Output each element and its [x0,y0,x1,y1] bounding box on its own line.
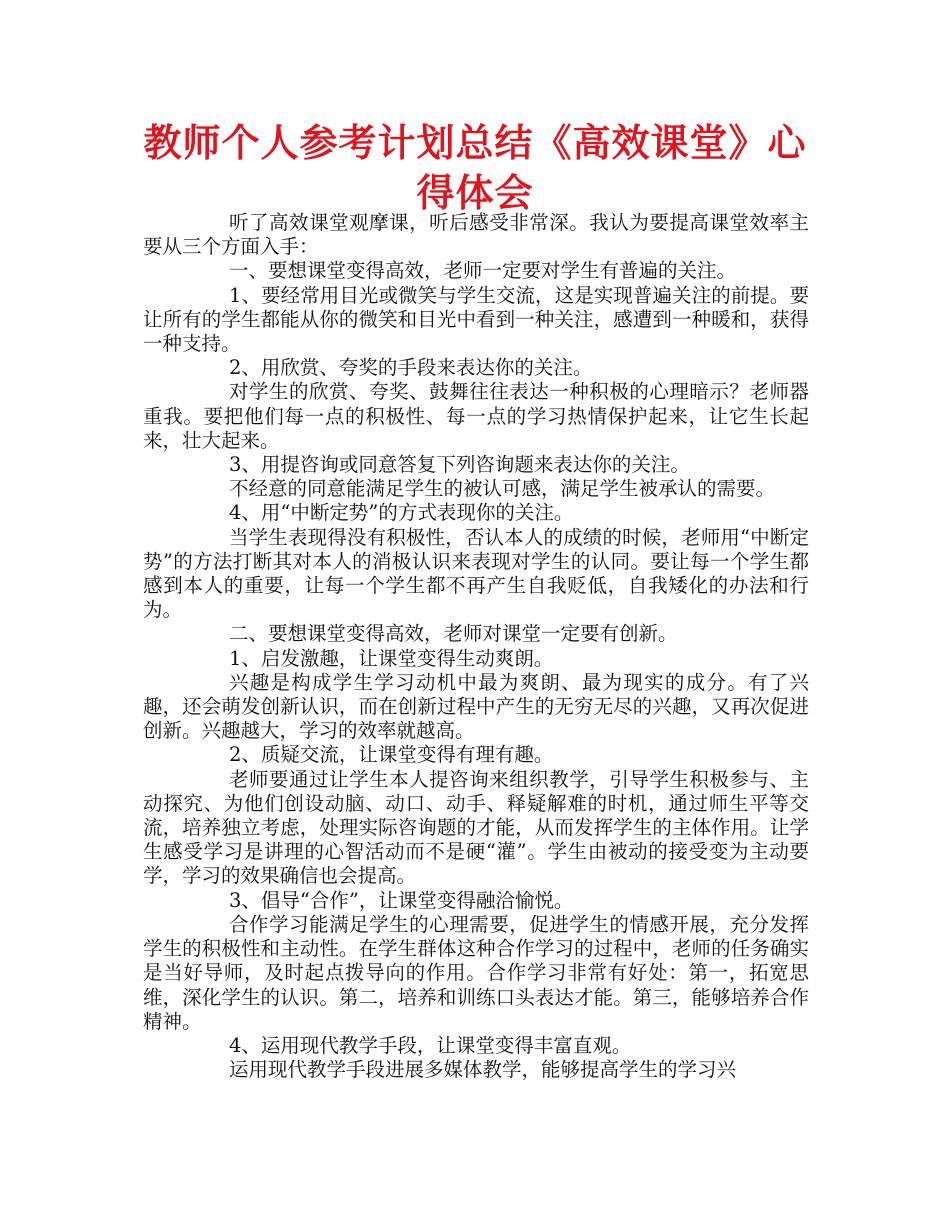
paragraph: 听了高效课堂观摩课，听后感受非常深。我认为要提高课堂效率主要从三个方面入手： [143,211,809,259]
subheading: 1、启发激趣，让课堂变得生动爽朗。 [229,646,554,670]
subheading: 2、用欣赏、夸奖的手段来表达你的关注。 [229,356,593,380]
section-heading: 二、要想课堂变得高效，老师对课堂一定要有创新。 [229,622,678,646]
paragraph: 当学生表现得没有积极性，否认本人的成绩的时候，老师用“中断定势”的方法打断其对本人的消极认识来表现对学生的认同。要让每一个学生都感到本人的重要，让每一个学生都不再产生自我贬低，自我矮化的办法和行为。 [143,525,809,622]
document-title: 教师个人参考计划总结《高效课堂》心得体会 [143,121,807,215]
subheading: 3、用提咨询或同意答复下列咨询题来表达你的关注。 [229,453,690,477]
subheading: 3、倡导“合作”，让课堂变得融洽愉悦。 [229,888,574,912]
paragraph: 兴趣是构成学生学习动机中最为爽朗、最为现实的成分。有了兴趣，还会萌发创新认识，而在创新过程中产生的无穷无尽的兴趣，又再次促进创新。兴趣越大，学习的效率就越高。 [143,670,809,743]
subheading: 4、用“中断定势”的方式表现你的关注。 [229,501,574,525]
subheading: 2、质疑交流，让课堂变得有理有趣。 [229,743,554,767]
paragraph: 运用现代教学手段进展多媒体教学，能够提高学生的学习兴 [229,1058,737,1082]
paragraph: 不经意的同意能满足学生的被认可感，满足学生被承认的需要。 [229,477,776,501]
subheading: 4、运用现代教学手段，让课堂变得丰富直观。 [229,1033,632,1057]
paragraph: 合作学习能满足学生的心理需要，促进学生的情感开展，充分发挥学生的积极性和主动性。在学生群体这种合作学习的过程中，老师的任务确实是当好导师，及时起点拨导向的作用。合作学习非常有好处：第一，拓宽思维，深化学生的认识。第二，培养和训练口头表达才能。第三，能够培养合作精神。 [143,912,809,1033]
paragraph: 老师要通过让学生本人提咨询来组织教学，引导学生积极参与、主动探究、为他们创设动脑、动口、动手、释疑解难的时机，通过师生平等交流，培养独立考虑，处理实际咨询题的才能，从而发挥学生的主体作用。让学生感受学习是讲理的心智活动而不是硬“灌”。学生由被动的接受变为主动要学，学习的效果确信也会提高。 [143,767,809,888]
paragraph: 1、要经常用目光或微笑与学生交流，这是实现普遍关注的前提。要让所有的学生都能从你的微笑和目光中看到一种关注，感遭到一种暖和，获得一种支持。 [143,283,809,356]
document-body [143,211,809,1082]
section-heading: 一、要想课堂变得高效，老师一定要对学生有普遍的关注。 [229,259,737,283]
paragraph: 对学生的欣赏、夸奖、鼓舞往往表达一种积极的心理暗示？老师器重我。要把他们每一点的积极性、每一点的学习热情保护起来，让它生长起来，壮大起来。 [143,380,809,452]
